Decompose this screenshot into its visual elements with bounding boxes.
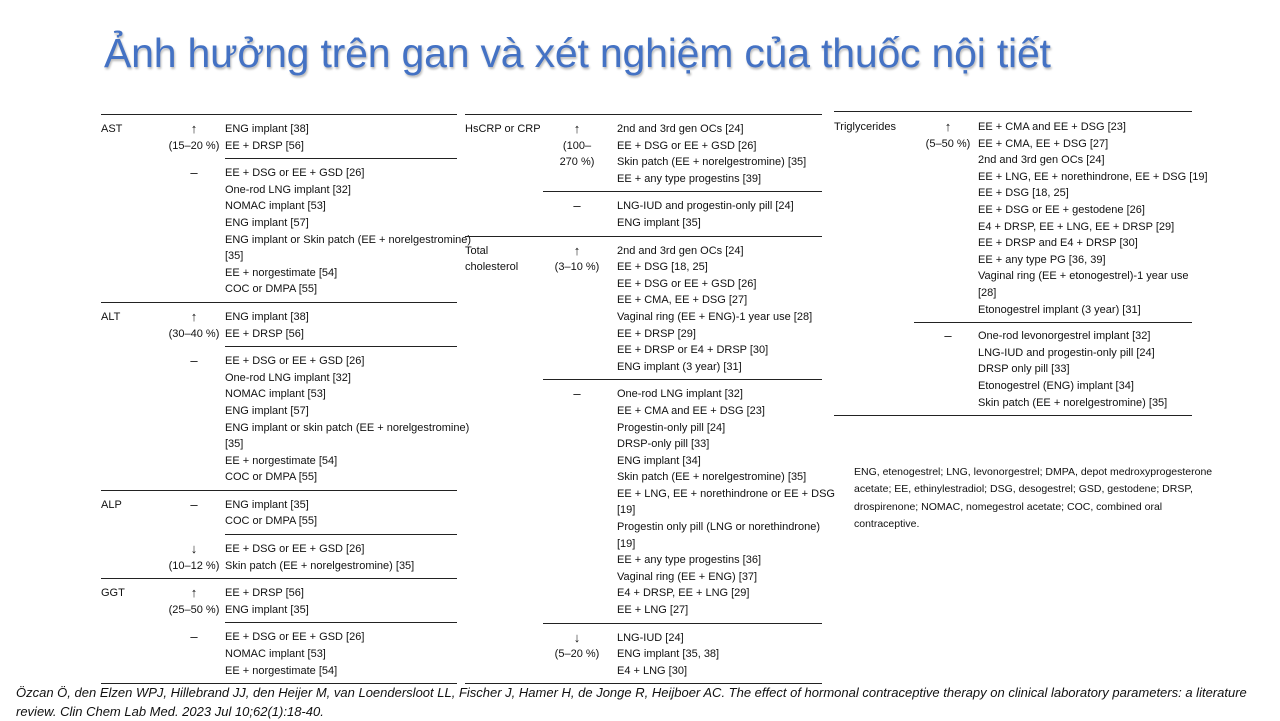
- list-item: ENG implant [38]: [225, 123, 309, 135]
- contraceptive-list: [617, 121, 822, 187]
- list-item: NOMAC implant [53]: [225, 388, 326, 401]
- parameter-label: Triglycerides: [834, 121, 896, 133]
- group-divider: [543, 623, 822, 624]
- contraceptive-list: [225, 121, 457, 154]
- table-row: [465, 236, 835, 685]
- list-item: ENG implant [35]: [225, 603, 309, 616]
- effect-group: [465, 379, 835, 622]
- parameter-label: HsCRP or CRP: [465, 123, 541, 135]
- list-item: EE + DRSP [56]: [225, 327, 304, 340]
- list-item: One-rod LNG implant [32]: [225, 371, 351, 384]
- table-row: [101, 114, 472, 302]
- list-item: Skin patch (EE + norelgestromine) [35]: [978, 396, 1168, 409]
- direction-indicator: [543, 198, 611, 215]
- contraceptive-list: [225, 541, 457, 574]
- list-item: EE + DRSP [29]: [617, 327, 696, 340]
- effect-group: [834, 112, 1208, 322]
- list-item: EE + DSG or EE + GSD [26]: [225, 355, 365, 368]
- list-item: ENG implant [34]: [617, 454, 701, 467]
- list-item: EE + DRSP or E4 + DRSP [30]: [617, 344, 769, 357]
- percent-change-range: (25–50 %): [168, 603, 220, 616]
- list-item: EE + DRSP [56]: [225, 139, 304, 152]
- contraceptive-list: [617, 243, 822, 376]
- list-item: LNG-IUD [24]: [617, 631, 684, 644]
- list-item: DRSP-only pill [33]: [617, 438, 710, 451]
- list-item: [28]: [978, 286, 997, 299]
- list-item: [35]: [225, 438, 244, 451]
- no-change-dash: –: [573, 198, 581, 214]
- direction-indicator: [163, 541, 225, 574]
- list-item: EE + LNG, EE + norethindrone, EE + DSG [19]: [978, 170, 1208, 183]
- list-item: ENG implant or skin patch (EE + norelgestromine): [225, 421, 470, 434]
- effect-group: [465, 623, 822, 684]
- list-item: EE + DRSP and E4 + DRSP [30]: [978, 237, 1138, 250]
- list-item: COC or DMPA [55]: [225, 471, 318, 484]
- contraceptive-list: [225, 585, 457, 618]
- list-item: EE + any type progestins [39]: [617, 172, 762, 185]
- percent-change-range: (15–20 %): [168, 139, 220, 152]
- list-item: EE + DSG or EE + GSD [26]: [617, 139, 757, 152]
- direction-indicator: [543, 121, 611, 171]
- effect-group: [101, 346, 470, 490]
- arrow-down-icon: ↓: [573, 629, 581, 645]
- list-item: E4 + DRSP, EE + LNG [29]: [617, 587, 750, 600]
- direction-indicator: [163, 585, 225, 618]
- effect-group: [834, 322, 1192, 415]
- parameter-label: Total cholesterol: [465, 244, 519, 274]
- no-change-dash: –: [190, 629, 198, 645]
- group-divider: [225, 346, 457, 347]
- list-item: EE + CMA, EE + DSG [27]: [617, 294, 748, 307]
- list-item: Vaginal ring (EE + etonogestrel)-1 year use: [978, 270, 1189, 283]
- contraceptive-list: [225, 497, 457, 530]
- list-item: EE + DSG or EE + GSD [26]: [225, 167, 365, 180]
- list-item: EE + DSG or EE + gestodene [26]: [978, 203, 1145, 216]
- list-item: EE + DSG [18, 25]: [617, 261, 708, 274]
- list-item: ENG implant [57]: [225, 404, 309, 417]
- percent-change-range: (5–20 %): [554, 648, 600, 661]
- list-item: EE + norgestimate [54]: [225, 664, 338, 677]
- percent-change-range: (3–10 %): [554, 261, 600, 274]
- list-item: Vaginal ring (EE + ENG)-1 year use [28]: [617, 310, 813, 323]
- group-divider: [225, 158, 457, 159]
- list-item: 2nd and 3rd gen OCs [24]: [978, 154, 1105, 167]
- list-item: One-rod levonorgestrel implant [32]: [978, 330, 1151, 343]
- direction-indicator: [163, 309, 225, 342]
- contraceptive-list: [617, 630, 822, 680]
- list-item: Skin patch (EE + norelgestromine) [35]: [617, 471, 807, 484]
- contraceptive-list: [225, 165, 472, 298]
- effect-group: [465, 115, 822, 191]
- no-change-dash: –: [944, 328, 952, 344]
- list-item: Skin patch (EE + norelgestromine) [35]: [617, 156, 807, 169]
- list-item: ENG implant [57]: [225, 216, 309, 229]
- group-divider: [543, 191, 822, 192]
- direction-indicator: [163, 353, 225, 370]
- percent-change-range: (100– 270 %): [559, 139, 595, 169]
- list-item: ENG implant [38]: [225, 310, 309, 323]
- list-item: E4 + LNG [30]: [617, 664, 688, 677]
- effect-group: [101, 115, 457, 158]
- group-divider: [225, 534, 457, 535]
- effect-group: [101, 579, 457, 622]
- list-item: ENG implant or Skin patch (EE + norelgestromine): [225, 233, 472, 246]
- effect-group: [101, 491, 457, 534]
- contraceptive-list: [225, 309, 457, 342]
- list-item: Etonogestrel (ENG) implant [34]: [978, 379, 1134, 392]
- list-item: [19]: [617, 504, 636, 517]
- direction-indicator: [163, 629, 225, 646]
- direction-indicator: [543, 630, 611, 663]
- direction-indicator: [543, 243, 611, 276]
- arrow-up-icon: ↑: [190, 308, 198, 324]
- parameter-label: ALP: [101, 498, 122, 511]
- group-divider: [225, 622, 457, 623]
- citation: Özcan Ö, den Elzen WPJ, Hillebrand JJ, den Heijer M, van Loendersloot LL, Fischer J, Hamer H, de Jonge R, Heijboer AC. The effect of hormonal contraceptive therapy on clinical laboratory parameters: a literature review. Clin Chem Lab Med. 2023 Jul 10;62(1):18-40.: [16, 685, 1247, 719]
- list-item: LNG-IUD and progestin-only pill [24]: [978, 346, 1155, 359]
- list-item: E4 + DRSP, EE + LNG, EE + DRSP [29]: [978, 220, 1175, 233]
- direction-indicator: [918, 119, 978, 152]
- direction-indicator: [163, 497, 225, 514]
- arrow-down-icon: ↓: [190, 541, 198, 557]
- list-item: Progestin only pill (LNG or norethindrone): [617, 521, 820, 534]
- table-row: [834, 111, 1208, 416]
- group-divider: [543, 379, 822, 380]
- percent-change-range: (10–12 %): [168, 559, 220, 572]
- list-item: 2nd and 3rd gen OCs [24]: [617, 123, 744, 135]
- table-column-middle: [465, 114, 835, 684]
- list-item: [19]: [617, 537, 636, 550]
- list-item: EE + DRSP [56]: [225, 587, 304, 600]
- list-item: EE + any type PG [36, 39]: [978, 253, 1106, 266]
- direction-indicator: [163, 165, 225, 182]
- list-item: ENG implant [35, 38]: [617, 648, 720, 661]
- list-item: EE + LNG [27]: [617, 604, 689, 617]
- list-item: ENG implant [35]: [225, 498, 309, 511]
- table-row: [101, 302, 470, 490]
- list-item: 2nd and 3rd gen OCs [24]: [617, 244, 744, 257]
- parameter-label: AST: [101, 123, 123, 135]
- contraceptive-list: [978, 119, 1208, 318]
- list-item: EE + DSG or EE + GSD [26]: [617, 277, 757, 290]
- list-item: Etonogestrel implant (3 year) [31]: [978, 303, 1141, 316]
- list-item: Progestin-only pill [24]: [617, 421, 726, 434]
- slide-title: Ảnh hưởng trên gan và xét nghiệm của thuốc nội tiết: [104, 30, 1051, 76]
- contraceptive-list: [617, 198, 822, 231]
- table-row: [101, 578, 457, 684]
- group-divider: [914, 322, 1192, 323]
- arrow-up-icon: ↑: [573, 121, 581, 136]
- contraceptive-list: [617, 386, 835, 618]
- list-item: NOMAC implant [53]: [225, 648, 326, 661]
- effect-group: [101, 158, 472, 302]
- direction-indicator: [163, 121, 225, 154]
- effect-group: [465, 191, 822, 235]
- effect-group: [101, 303, 457, 346]
- arrow-up-icon: ↑: [190, 585, 198, 601]
- list-item: Vaginal ring (EE + ENG) [37]: [617, 570, 758, 583]
- effect-group: [465, 237, 822, 380]
- arrow-up-icon: ↑: [573, 242, 581, 258]
- parameter-label: GGT: [101, 587, 125, 600]
- no-change-dash: –: [190, 496, 198, 512]
- list-item: COC or DMPA [55]: [225, 283, 318, 296]
- table-column-right: [834, 111, 1208, 416]
- list-item: EE + CMA and EE + DSG [23]: [978, 121, 1126, 133]
- table-row: [465, 114, 822, 236]
- list-item: DRSP only pill [33]: [978, 363, 1070, 376]
- list-item: EE + DSG or EE + GSD [26]: [225, 631, 365, 644]
- contraceptive-list: [225, 353, 470, 486]
- list-item: EE + CMA and EE + DSG [23]: [617, 404, 765, 417]
- percent-change-range: (5–50 %): [925, 137, 971, 150]
- list-item: One-rod LNG implant [32]: [225, 183, 351, 196]
- direction-indicator: [918, 328, 978, 345]
- list-item: EE + any type progestins [36]: [617, 554, 762, 567]
- contraceptive-list: [225, 629, 457, 679]
- contraceptive-list: [978, 328, 1192, 411]
- table-row: [101, 490, 457, 578]
- list-item: EE + norgestimate [54]: [225, 454, 338, 467]
- percent-change-range: (30–40 %): [168, 327, 220, 340]
- direction-indicator: [543, 386, 611, 403]
- effect-group: [101, 534, 457, 578]
- list-item: One-rod LNG implant [32]: [617, 388, 743, 401]
- abbreviation-legend: ENG, etenogestrel; LNG, levonorgestrel; DMPA, depot medroxyprogesterone acetate; EE, ethinylestradiol; DSG, desogestrel; GSD, gestodene; DRSP, drospirenone; NOMAC, nomegestrol acetate; COC, combined oral contraceptive.: [854, 466, 1213, 531]
- list-item: [35]: [225, 250, 244, 263]
- no-change-dash: –: [190, 165, 198, 181]
- table-column-left: [101, 114, 472, 684]
- list-item: EE + CMA, EE + DSG [27]: [978, 137, 1109, 150]
- list-item: NOMAC implant [53]: [225, 200, 326, 213]
- list-item: Skin patch (EE + norelgestromine) [35]: [225, 559, 415, 572]
- parameter-label: ALT: [101, 310, 121, 323]
- list-item: COC or DMPA [55]: [225, 515, 318, 528]
- list-item: ENG implant [35]: [617, 216, 701, 229]
- no-change-dash: –: [573, 386, 581, 402]
- list-item: LNG-IUD and progestin-only pill [24]: [617, 200, 794, 213]
- list-item: EE + norgestimate [54]: [225, 266, 338, 279]
- list-item: EE + LNG, EE + norethindrone or EE + DSG: [617, 487, 835, 500]
- effect-group: [101, 622, 457, 683]
- list-item: ENG implant (3 year) [31]: [617, 360, 742, 373]
- list-item: EE + DSG [18, 25]: [978, 187, 1069, 200]
- arrow-up-icon: ↑: [190, 121, 198, 136]
- arrow-up-icon: ↑: [944, 119, 952, 134]
- no-change-dash: –: [190, 353, 198, 369]
- list-item: EE + DSG or EE + GSD [26]: [225, 543, 365, 556]
